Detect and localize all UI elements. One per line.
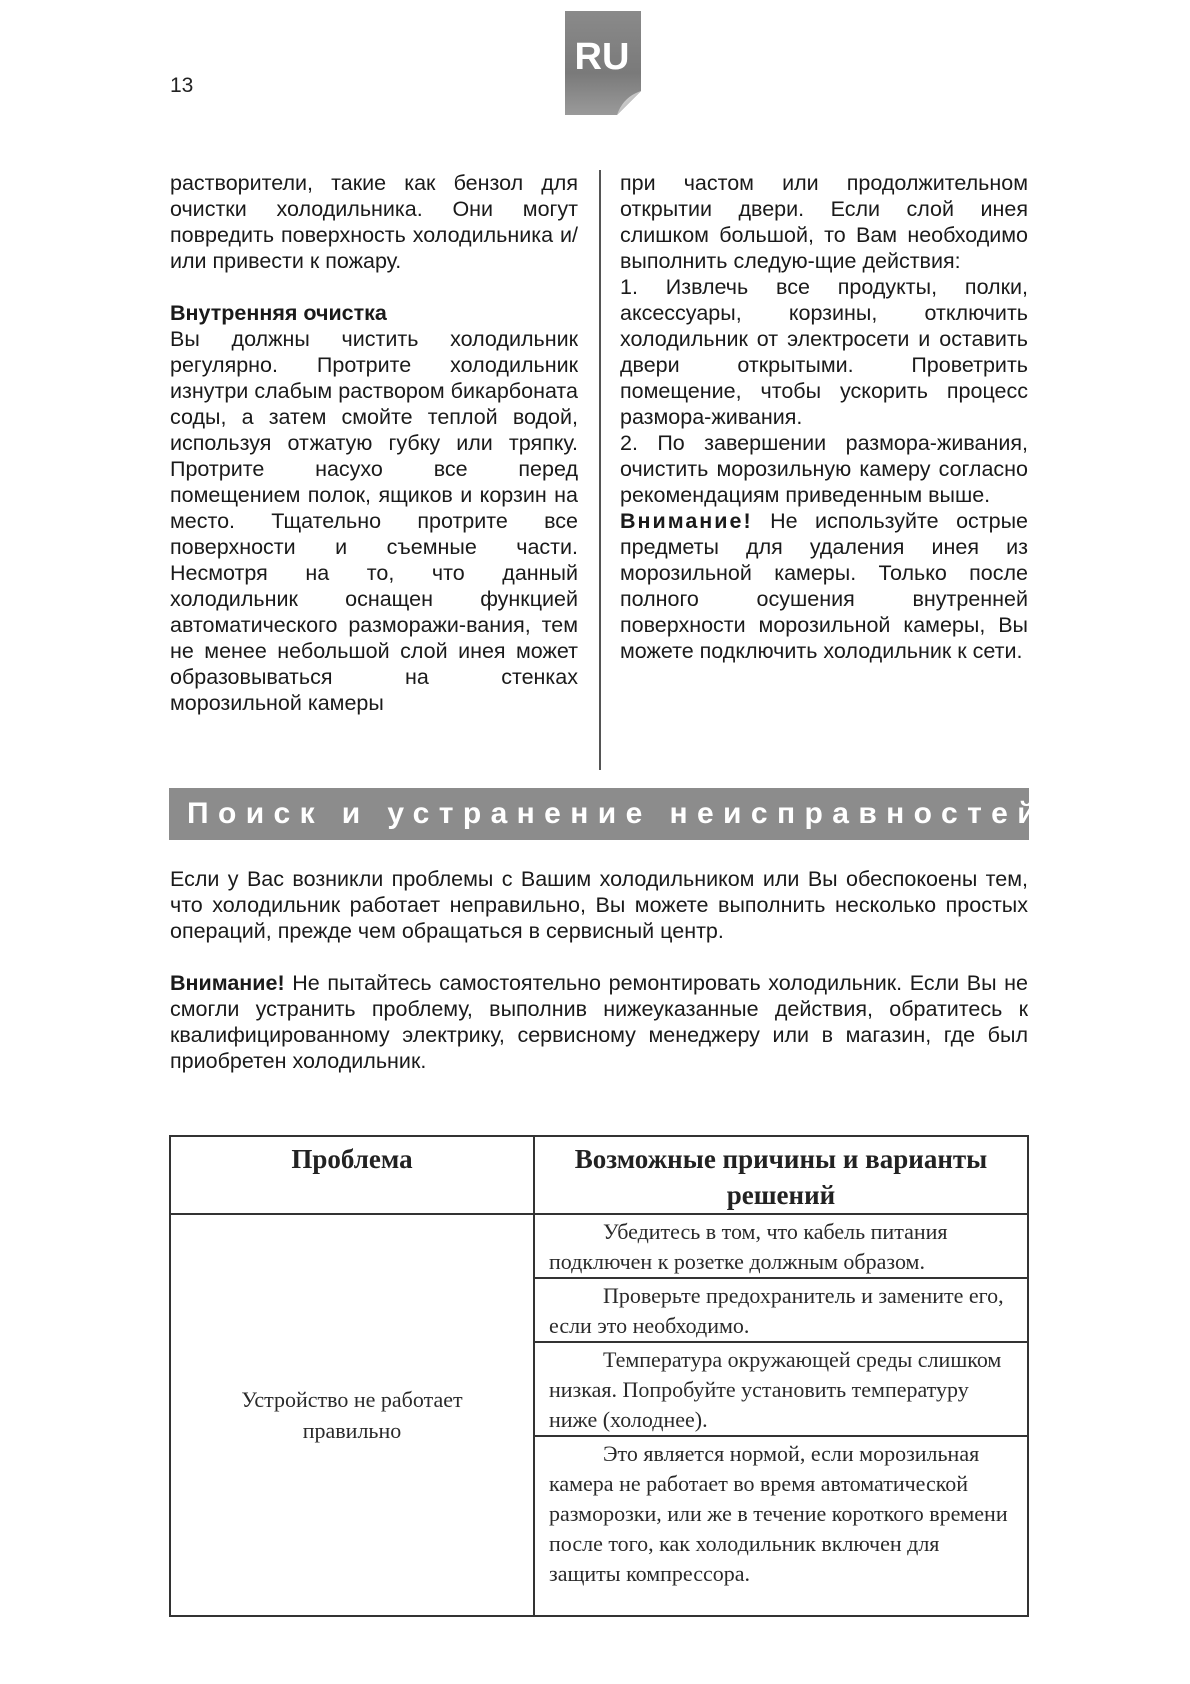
cause-cell xyxy=(534,1342,1028,1436)
page-number: 13 xyxy=(170,74,194,97)
interior-cleaning-heading: Внутренняя очистка xyxy=(170,301,387,325)
repair-warning-label: Внимание! xyxy=(170,971,285,995)
cause-cell xyxy=(534,1214,1028,1278)
cause-cell xyxy=(534,1278,1028,1342)
table-header-row xyxy=(170,1136,1028,1214)
problem-cell xyxy=(170,1214,534,1616)
defrost-warning-label: Внимание! xyxy=(620,509,753,533)
solvent-warning-text: растворители, такие как бензол для очистки холодильника. Они могут повредить поверхность холодильника и/или привести к пожару. xyxy=(170,171,578,273)
column-right xyxy=(620,170,1028,664)
section-banner xyxy=(169,788,1046,840)
defrost-step-2: 2. По завершении размора-живания, очистить морозильную камеру согласно рекомендациям приведенным выше. xyxy=(620,431,1028,507)
interior-cleaning-text: Вы должны чистить холодильник регулярно. Протрите холодильник изнутри слабым раствором бикарбоната соды, а затем смойте теплой водой, используя отжатую губку или тряпку. Протрите насухо все перед помещением полок, ящиков и корзин на место. Тщательно протрите все поверхности и съемные части. Несмотря на то, что данный холодильник оснащен функцией автоматического разморажи-вания, тем не менее небольшой слой инея может образовываться на стенках морозильной камеры xyxy=(170,327,578,715)
header-causes: Возможные причины и варианты решений xyxy=(534,1136,1028,1214)
intro-text: Если у Вас возникли проблемы с Вашим холодильником или Вы обеспокоены тем, что холодильник работает неправильно, Вы можете выполнить несколько простых операций, прежде чем обращаться в сервисный центр. xyxy=(170,867,1028,943)
section-title: Поиск и устранение неисправностей xyxy=(187,797,1046,830)
column-left xyxy=(170,170,578,716)
language-badge-label: RU xyxy=(574,36,630,78)
repair-warning xyxy=(170,970,1028,1074)
repair-warning-text: Не пытайтесь самостоятельно ремонтировать холодильник. Если Вы не смогли устранить проблему, выполнив нижеуказанные действия, обратитесь к квалифицированному электрику, сервисному менеджеру или в магазин, где был приобретен холодильник. xyxy=(170,971,1028,1073)
troubleshooting-intro xyxy=(170,866,1028,1074)
table-row xyxy=(170,1214,1028,1278)
cleaning-columns xyxy=(170,170,1028,770)
cause-text: Убедитесь в том, что кабель питания подключен к розетке должным образом. xyxy=(549,1219,948,1274)
column-divider xyxy=(599,170,601,770)
header-problem: Проблема xyxy=(170,1136,534,1214)
language-badge xyxy=(565,11,641,115)
frost-intro-text: при частом или продолжительном открытии двери. Если слой инея слишком большой, то Вам необходимо выполнить следую-щие действия: xyxy=(620,171,1028,273)
problem-text: Устройство не работает правильно xyxy=(241,1387,463,1443)
defrost-step-1: 1. Извлечь все продукты, полки, аксессуары, корзины, отключить холодильник от электросети и оставить двери открытыми. Проветрить помещение, чтобы ускорить процесс размора-живания. xyxy=(620,275,1028,429)
defrost-warning-text: Не используйте острые предметы для удаления инея из морозильной камеры. Только после полного осушения внутренней поверхности морозильной камеры, Вы можете подключить холодильник к сети. xyxy=(620,509,1028,663)
cause-text: Это является нормой, если морозильная камера не работает во время автоматической разморозки, или же в течение короткого времени после того, как холодильник включен для защиты компрессора. xyxy=(549,1441,1008,1586)
language-badge-graphic xyxy=(565,11,641,115)
cause-text: Температура окружающей среды слишком низкая. Попробуйте установить температуру ниже (холоднее). xyxy=(549,1347,1002,1432)
cause-cell xyxy=(534,1436,1028,1616)
troubleshooting-table xyxy=(169,1135,1029,1617)
cause-text: Проверьте предохранитель и замените его, если это необходимо. xyxy=(549,1283,1004,1338)
defrost-warning xyxy=(620,508,1028,664)
